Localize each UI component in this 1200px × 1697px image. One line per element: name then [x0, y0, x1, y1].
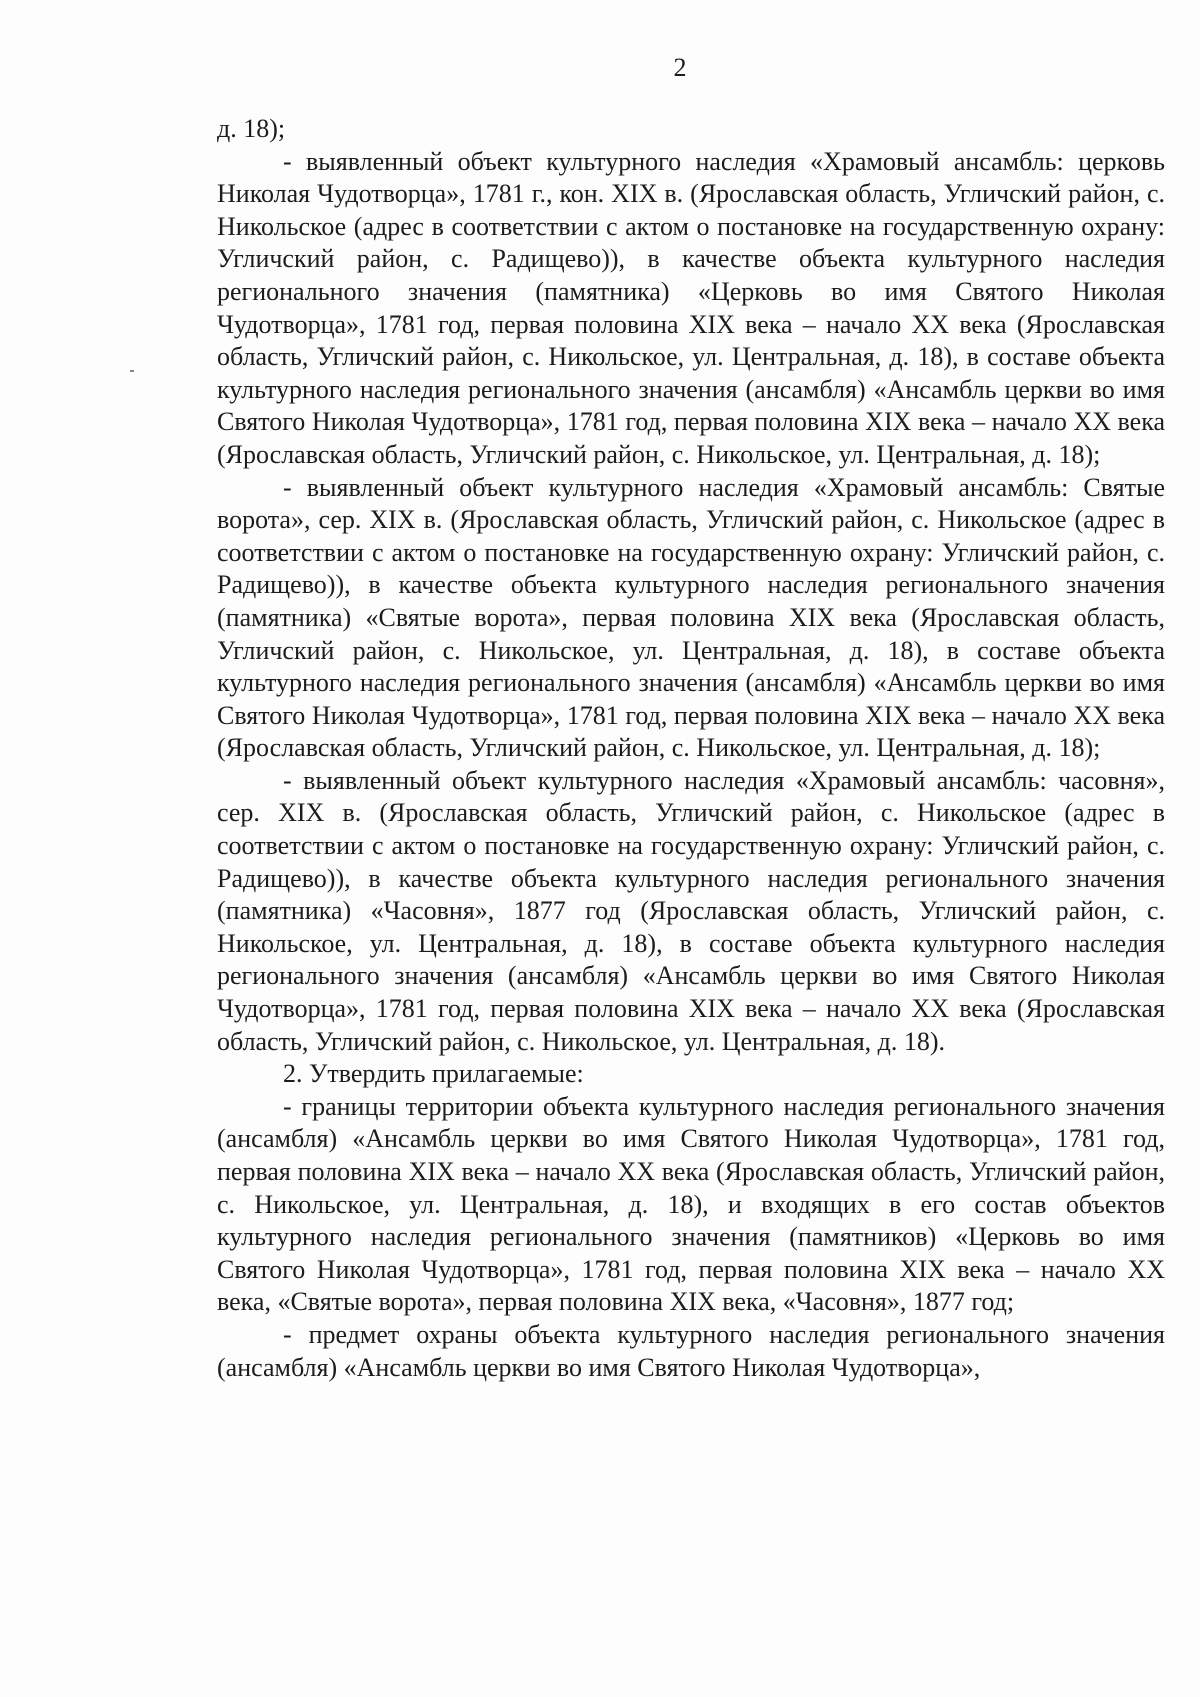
page-number: 2 — [673, 53, 687, 82]
paragraph-item-territory-boundaries: - границы территории объекта культурного наследия регионального значения (ансамбля) «Ансамбль церкви во имя Святого Николая Чудотворца», 1781 год, первая половина XIX века – начало XX века (Ярославская область, Угличский район, с. Никольское, ул. Центральная, д. 18), и входящих в его состав объектов культурного наследия регионального значения (памятников) «Церковь во имя Святого Николая Чудотворца», 1781 год, первая половина XIX века – начало XX века, «Святые ворота», первая половина XIX века, «Часовня», 1877 год; — [217, 1091, 1165, 1317]
paragraph-item-protection-subject: - предмет охраны объекта культурного наследия регионального значения (ансамбля) «Ансамбль церкви во имя Святого Николая Чудотворца», — [217, 1319, 1165, 1382]
paragraph-item-holy-gates: - выявленный объект культурного наследия «Храмовый ансамбль: Святые ворота», сер. XIX в. (Ярославская область, Угличский район, с. Никольское (адрес в соответствии с актом о постановке на государственную охрану: Угличский район, с. Радищево)), в качестве объекта культурного наследия регионального значения (памятника) «Святые ворота», первая половина XIX века (Ярославская область, Угличский район, с. Никольское, ул. Центральная, д. 18), в составе объекта культурного наследия регионального значения (ансамбля) «Ансамбль церкви во имя Святого Николая Чудотворца», 1781 год, первая половина XIX века – начало XX века (Ярославская область, Угличский район, с. Никольское, ул. Центральная, д. 18); — [217, 472, 1165, 763]
paragraph-clause-2-heading: 2. Утвердить прилагаемые: — [283, 1059, 584, 1089]
document-body — [217, 113, 1165, 1384]
paragraph-continuation: д. 18); — [217, 114, 286, 143]
paragraph-item-chapel: - выявленный объект культурного наследия «Храмовый ансамбль: часовня», сер. XIX в. (Ярославская область, Угличский район, с. Никольское (адрес в соответствии с актом о постановке на государственную охрану: Угличский район, с. Радищево)), в качестве объекта культурного наследия регионального значения (памятника) «Часовня», 1877 год (Ярославская область, Угличский район, с. Никольское, ул. Центральная, д. 18), в составе объекта культурного наследия регионального значения (ансамбля) «Ансамбль церкви во имя Святого Николая Чудотворца», 1781 год, первая половина XIX века – начало XX века (Ярославская область, Угличский район, с. Никольское, ул. Центральная, д. 18). — [217, 765, 1165, 1056]
paragraph-item-church: - выявленный объект культурного наследия «Храмовый ансамбль: церковь Николая Чудотворца», 1781 г., кон. XIX в. (Ярославская область, Угличский район, с. Никольское (адрес в соответствии с актом о постановке на государственную охрану: Угличский район, с. Радищево)), в качестве объекта культурного наследия регионального значения (памятника) «Церковь во имя Святого Николая Чудотворца», 1781 год, первая половина XIX века – начало XX века (Ярославская область, Угличский район, с. Никольское, ул. Центральная, д. 18), в составе объекта культурного наследия регионального значения (ансамбля) «Ансамбль церкви во имя Святого Николая Чудотворца», 1781 год, первая половина XIX века – начало XX века (Ярославская область, Угличский район, с. Никольское, ул. Центральная, д. 18); — [217, 146, 1165, 469]
scan-artifact-dot — [130, 370, 134, 372]
